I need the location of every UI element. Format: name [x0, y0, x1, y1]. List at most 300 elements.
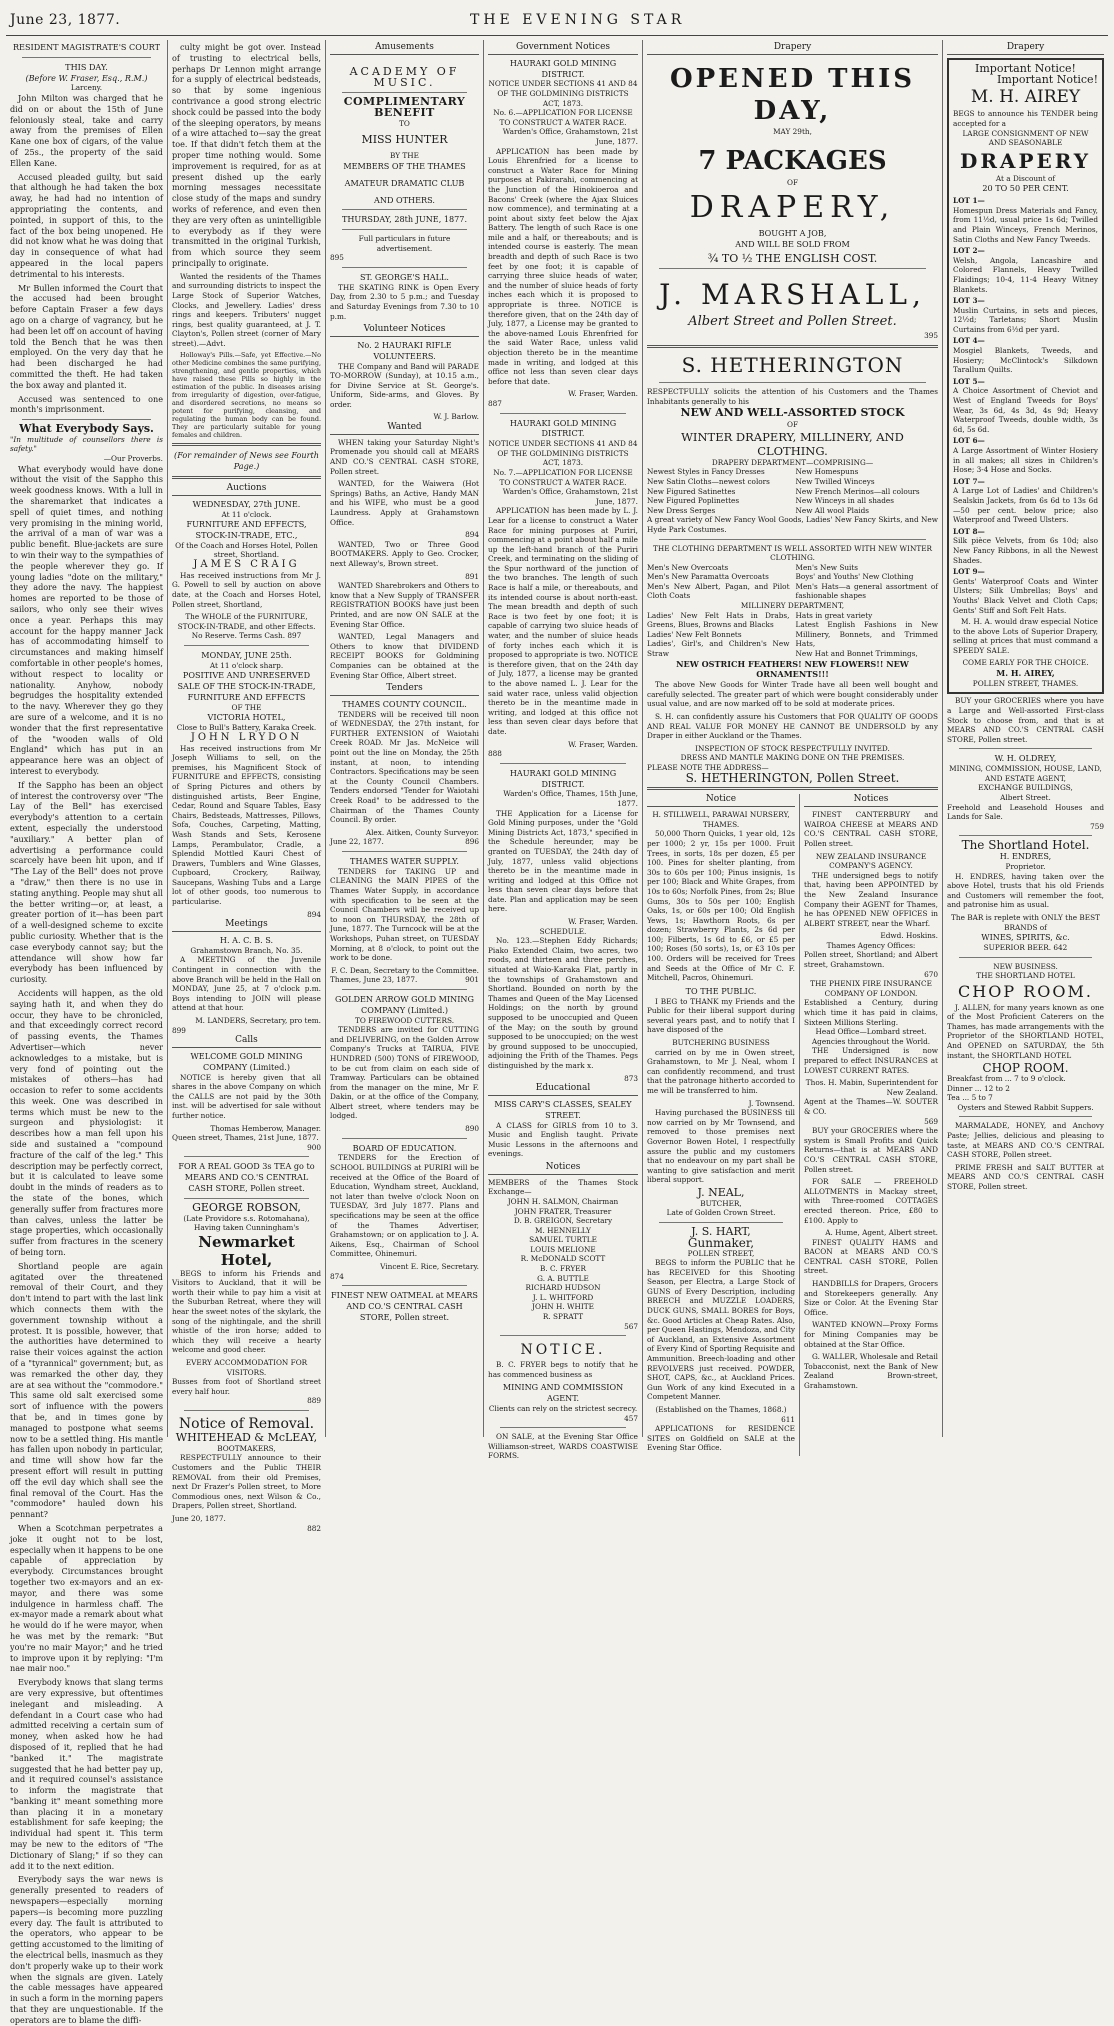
bought-line: BOUGHT A JOB,	[758, 227, 827, 238]
column-auctions	[168, 40, 325, 1533]
article-paragraph: Accidents will happen, as the old saying hath it, and when they do occur, they have to be chronicled, and that exceedingly correct record of passing events, the Thames Advertiser—which never acknowledges to a mistake, but is very fond of pointing out the mistakes of others—has had occasion to refer to some accidents this week. One was described in terms which must be new to the surgeon and physiologist: it describes how a man fell upon his side and sustained a "compound fracture of the calf of the leg." This description may be perfectly correct, but it is calculated to leave some doubt in the minds of readers as to the state of the bones, which generally suffer from fractures more than calves, unless the latter be stage properties, which occasionally suffer from fractures in the scenery of being torn.	[10, 987, 163, 1258]
chop-room-title-2: CHOP ROOM.	[982, 1061, 1069, 1076]
lot-item	[953, 336, 1098, 374]
article-paragraph: What everybody would have done without the visit of the Sappho this week goodness knows. With a lull in the sharemarket that indicates a spell of quiet times, and nothing very promising in the mining world, the arrival of a man of war was a public benefit. Blue-jackets are sure to win their way to the sympathies of the people wherever they go. If young ladies "dote on the military," they adore the navy. The happiest homes are reported to be those of sailors, who only see their wives once a year. Perhaps this may account for the happy manner Jack has of accommodating himself to circumstances and making himself comfortable in other people's homes, without respect to locality or nationality. Anyhow, nobody begrudges the hospitality extended to the navy. Wherever they go they are sure of a welcome, and it is no wonder that the first representative of the "wooden walls of Old England" which has put in an appearance here was an object of interest to everybody.	[10, 463, 163, 776]
date-text: Thames, June 23, 1877.	[330, 975, 418, 985]
divider	[172, 443, 321, 446]
robson-late: (Late Providore s.s. Rotomahana),	[183, 1213, 310, 1223]
member-name: RICHARD HUDSON	[525, 1283, 601, 1293]
divider	[659, 1222, 783, 1223]
advertisement: Wanted the residents of the Thames and surrounding districts to inspect the Large Stock of Superior Watches, Clocks, and Jewellery. Ladies' dress rings and keepers. Tributers' nugget rings, best quality guaranteed, at J. T. Clayton's, Pollen street (corner of Mary street).—Advt.	[172, 271, 321, 348]
member-name: D. B. GREIGON, Secretary	[513, 1216, 613, 1226]
divider	[342, 229, 467, 230]
hetherington-intro: RESPECTFULLY solicits the attention of his Customers and the Thames Inhabitants generally to his	[647, 386, 938, 406]
lot-item	[953, 377, 1098, 435]
column-amusements	[326, 40, 483, 1437]
motto-source: —Our Proverbs.	[103, 454, 163, 464]
hart-trade: Gunmaker,	[687, 1235, 755, 1250]
hotel-accommodation: EVERY ACCOMMODATION FOR VISITORS.	[185, 1358, 308, 1377]
nzi-title: NEW ZEALAND INSURANCE COMPANY'S AGENCY.	[815, 851, 927, 871]
divider	[959, 748, 1092, 749]
tea-ad: FOR A REAL GOOD 3s TEA go to MEARS AND CO.'S CENTRAL CASH STORE, Pollen street.	[178, 1161, 315, 1193]
marshall-name: J. MARSHALL,	[659, 278, 926, 312]
hams-ad: FINEST QUALITY HAMS and BACON at MEARS AND CO.'S CENTRAL CASH STORE, Pollen street.	[804, 1237, 938, 1276]
tender-title: BOARD OF EDUCATION.	[352, 1142, 457, 1153]
lot-item	[953, 527, 1098, 565]
section-heading: Amusements	[330, 42, 479, 55]
millinery-list	[647, 611, 938, 659]
come-early: COME EARLY FOR THE CHOICE.	[962, 658, 1089, 668]
divider	[659, 539, 926, 540]
public-body: I BEG to THANK my Friends and the Public for their liberal support during several years past, and to notify that I have disposed of the	[647, 996, 795, 1035]
marshall-address: Albert Street and Pollen Street.	[688, 314, 897, 330]
auction-body: The WHOLE of the FURNITURE, STOCK-IN-TRADE, and other Effects.	[177, 612, 316, 631]
clothing-dept: THE CLOTHING DEPARTMENT IS WELL ASSORTED WITH NEW WINTER CLOTHING.	[652, 543, 933, 563]
notice-title: HAURAKI GOLD MINING DISTRICT.	[509, 767, 617, 789]
auction-time: At 11 o'clock sharp.	[209, 660, 284, 670]
schedule-title: SCHEDULE.	[539, 926, 587, 936]
wanted-ad: WHEN taking your Saturday Night's Promenade you should call at MEARS AND CO.'S CENTRAL CASH STORE, Pollen street.	[330, 437, 479, 476]
list-item: New Satin Cloths—newest colors	[647, 476, 770, 486]
member-name: J. L. WHITFORD	[532, 1292, 594, 1302]
lot-heading: LOT 1—	[953, 196, 985, 206]
member-name: G. A. BUTTLE	[537, 1273, 589, 1283]
wanted-ad: WANTED, for the Waiwera (Hot Springs) Baths, an Active, Handy MAN and his WIFE, who must be a good Laundress. Apply at Grahamstown Office.	[330, 479, 479, 527]
lot-heading: LOT 9—	[953, 567, 985, 577]
please-line: PLEASE NOTE THE ADDRESS—	[647, 762, 769, 772]
removal-date: June 20, 1877.	[172, 1513, 226, 1523]
member-name: JOHN FRATER, Treasurer	[514, 1206, 612, 1216]
marmalade-ad: MARMALADE, HONEY, and Anchovy Paste; Jellies, delicious and pleasing to taste, at MEARS AND CO.'S CENTRAL CASH STORE, Pollen street.	[947, 1121, 1104, 1160]
sub-column-left	[647, 794, 800, 1456]
ad-number: 457	[624, 1413, 638, 1423]
volunteer-sign: W. J. Barlow.	[433, 412, 479, 422]
stillwell-body: 50,000 Thorn Quicks, 1 year old, 12s per 1000; 2 yr, 15s per 1000. Fruit Trees, in sorts, 18s per dozen, £5 per 100. Pines for shelter planting, from 30s to 60s per 100; Pinus insignis, 1s per 100; Black and White Grapes, from 10s to 60s; Norfolk Pines, from 2s; Blue Gums, 30s to 50s per 100; English Oaks, 1s, or 60s per 100; Old English Yews, 1s; Hawthorn Roots, 6s per dozen; Strawberry Plants, 2s 6d per 100; Filberts, 1s 6d to £6, or £5 per 100; Roses (50 sorts), 1s, or £3 10s per 100. Orders will be received for Trees and Seeds at the Office of Mr C. F. Mitchell, Pacros, Ohinemuri.	[647, 829, 795, 983]
removal-firm: WHITEHEAD & McLEAY,	[175, 1431, 318, 1445]
member-name: R. SPRATT	[542, 1312, 584, 1322]
ad-number: 395	[924, 331, 938, 341]
hart-body: BEGS to inform the PUBLIC that he has RECEIVED for this Shooting Season, per Electra, a Large Stock of GUNS of Every Description, including BREECH and MUZZLE LOADERS, DUCK GUNS, SMALL BORES for Boys, &c. Good Articles at Cheap Rates. Also, per Queen Hastings, Mendoza, and City of Auckland, an Extensive Assortment of Every Kind of Sporting Requisite and Ammunition. Breech-loading and other REVOLVERS just received. POWDER, SHOT, CAPS, &c., at Auckland Prices. Gun Work of any kind Executed in a Competent Manner.	[647, 1258, 796, 1402]
shortland-wines: WINES, SPIRITS, &c.	[981, 932, 1070, 943]
notice-office: Warden's Office, Grahamstown, 21st June, 1877.	[502, 127, 638, 146]
divider	[184, 1156, 309, 1157]
ad-number: 899	[172, 1025, 186, 1035]
neal-trade: BUTCHER,	[700, 1198, 742, 1208]
nzi-address: Pollen street, Shortland; and Albert street, Grahamstown.	[804, 950, 938, 970]
ad-number: 891	[465, 571, 479, 581]
column-drapery	[643, 40, 942, 1453]
section-heading: Meetings	[172, 919, 321, 932]
list-item: New Homespuns	[795, 467, 859, 477]
notice-office: Warden's Office, Thames, 15th June, 1877.	[503, 789, 638, 808]
groceries-ad: BUY your GROCERIES where the system is Small Profits and Quick Returns—that is at MEARS AND CO.'S CENTRAL CASH STORE, Pollen street.	[804, 1126, 938, 1174]
airey-begs: BEGS to announce his TENDER being accepted for a	[953, 109, 1098, 128]
divider	[647, 345, 938, 348]
auction-date: MONDAY, JUNE 25th.	[201, 650, 292, 660]
schedule-item: No. 123.—Stephen Eddy Richards; Piako Extended Claim, two acres, two roods, and thirteen and three perches, situated at Waio-Karaka Flat, partly in the townships of Grahamstown and Shortland. Bounded on north by the Thames and Queen of the May Licensed Holdings; on the north by ground supposed to be unoccupied and Queen of the May; on the south by ground supposed to be unoccupied; on the west by ground supposed to be unoccupied, adjoining the Frith of the Thames. Pegs distinguished by the mark x.	[488, 936, 638, 1070]
hotel-name: Newmarket Hotel,	[198, 1232, 295, 1269]
groceries-ad: BUY your GROCERIES where you have a Large and Well-assorted First-class Stock to choose from, and that is at MEARS AND CO.'S CENTRAL CASH STORE, Pollen street.	[947, 696, 1104, 744]
section-heading: Tenders	[330, 683, 479, 696]
hotel-body: BEGS to inform his Friends and Visitors to Auckland, that it will be worth their while to pay him a visit at the Suburban Retreat, where they will hear the sweet notes of the skylark, the song of the nightingale, and the shrill whistle of the iron horse; added to which they will receive a hearty welcome and good cheer.	[172, 1268, 321, 1355]
removal-title: Notice of Removal.	[178, 1416, 315, 1433]
bottom-split	[647, 794, 938, 1456]
list-item: New All wool Plaids	[795, 505, 870, 515]
freehold-ad: FOR SALE — FREEHOLD ALLOTMENTS in Mackay street, with Three-roomed COTTAGES erected thereon. Price, £80 to £100. Apply to	[804, 1177, 938, 1225]
divider	[500, 1335, 626, 1336]
rink-notice: THE SKATING RINK is Open Every Day, from 2.30 to 5 p.m.; and Tuesday and Saturday Evenings from 7.30 to 10 p.m.	[330, 282, 479, 321]
ad-number: 670	[924, 969, 938, 979]
court-paragraph: Accused pleaded guilty, but said that although he had taken the box away, he had had no intention of appropriating the contents, and pointed, in support of this, to the fact of the box being unopened. He did not know what he was doing that day in consequence of what had appeared in the local papers detrimental to his interests.	[10, 171, 163, 279]
list-item: Men's New Albert, Pagan, and Pilot Cloth Coats	[647, 581, 790, 601]
terms-text: No Reserve. Terms Cash.	[191, 631, 286, 641]
airey-drapery: DRAPERY	[959, 148, 1092, 173]
divider	[184, 1410, 309, 1411]
hall-title: ST. GEORGE'S HALL.	[360, 271, 449, 282]
member-list	[488, 1197, 638, 1322]
section-heading: Drapery	[947, 42, 1104, 55]
meeting-title: H. A. C. B. S.	[219, 935, 274, 946]
list-item: New Winceys in all shades	[795, 496, 894, 506]
ad-number: 901	[465, 975, 479, 985]
court-larceny: Larceny.	[70, 83, 103, 93]
ad-number: 569	[924, 1116, 938, 1126]
list-item: Ladies', Girl's, and Children's New Straw	[647, 639, 790, 659]
hetherington-name: S. HETHERINGTON	[681, 352, 904, 377]
article-continuation: culty might be got over. Instead of trusting to electrical bells, perhaps Dr Lennon might arrange for a supply of electrical bedsteads, so that by some ingenious contrivance a good strong electric shock could be passed into the body of the sleeping operators, by means of a wire attached to—say the great toe. If that didn't fetch them at the proper time nothing would. Some improvement is required, for as at present dished up the early morning messages necessitate close study of the maps and sundry works of reference, and even then they are very often as unintelligible to everybody as if they were transmitted in the original Turkish, from which source they seem principally to originate.	[172, 42, 321, 268]
wanted-ad: WANTED, Legal Managers and Others to know that DIVIDEND RECEIPT BOOKS for Goldmining Companies can be obtained at the Evening Star Office, Albert street.	[330, 632, 479, 680]
lot-heading: LOT 8—	[953, 526, 985, 536]
neal-late: Late of Golden Crown Street.	[666, 1208, 776, 1218]
court-paragraph: Mr Bullen informed the Court that the accused had been brought before Captain Fraser a few days ago on a charge of vagrancy, but he had been let off on account of having told the Bench that he was then employed. On the very day that he had been discharged he had committed the theft. He had taken the box away and planted it.	[10, 282, 163, 390]
column-government	[484, 40, 642, 1461]
section-heading: Calls	[172, 1035, 321, 1048]
wanted-ad: WANTED Sharebrokers and Others to know that a New Supply of TRANSFER REGISTRATION BOOKS have just been Printed, and are now ON SALE at the Evening Star Office.	[330, 581, 479, 629]
auction-subtitle: Of the Coach and Horses Hotel, Pollen street, Shortland.	[175, 540, 318, 560]
airey-name-2: M. H. AIREY,	[996, 668, 1055, 679]
list-item: Ladies' New Felt Bonnets	[647, 629, 742, 639]
airey-discount: At a Discount of	[995, 173, 1056, 183]
hetherington-new: NEW AND WELL-ASSORTED STOCK	[680, 406, 905, 420]
benefit-others: AND OTHERS.	[374, 194, 435, 205]
millinery-list-right	[796, 611, 939, 659]
list-item: Hats in great variety	[795, 610, 873, 620]
important-notice: Important Notice!	[975, 61, 1076, 75]
drapery-list-right	[796, 467, 939, 515]
public-body: carried on by me in Owen street, Grahamstown, to Mr J. Neal, whom I can confidently recommend, and trust that the patronage hitherto accorded to me will be transferred to him.	[647, 1047, 795, 1095]
important-notice: Important Notice!	[997, 72, 1098, 86]
section-heading: Government Notices	[488, 42, 638, 55]
list-item: New Hat and Bonnet Trimmings,	[795, 649, 918, 659]
volunteer-body: THE Company and Band will PARADE TO-MORROW (Sunday), at 10.15 a.m., for Divine Service at St. George's. Uniform, Side-arms, and Gloves. By order.	[330, 361, 479, 409]
price-line: ¾ TO ½ THE ENGLISH COST.	[707, 251, 878, 265]
chop-room-title: CHOP ROOM.	[958, 981, 1093, 1001]
hetherington-address: S. HETHERINGTON, Pollen Street.	[685, 770, 900, 785]
lot-item	[953, 477, 1098, 525]
lot-heading: LOT 3—	[953, 296, 985, 306]
shortland-name: H. ENDRES,	[999, 851, 1052, 862]
proxy-ad: WANTED KNOWN—Proxy Forms for Mining Companies may be obtained at the Star Office.	[804, 1320, 938, 1349]
calls-body: NOTICE is hereby given that all shares in the above Company on which the CALLS are not paid by the 30th inst. will be advertised for sale without further notice.	[172, 1072, 321, 1120]
airey-large: LARGE CONSIGNMENT OF NEW AND SEASONABLE	[962, 128, 1089, 148]
lot-text: Homespun Dress Materials and Fancy, from 11½d, usual price 1s 6d; Twilled and Plain Winceys, French Merinos, Satin Cloths and New Fancy Tweeds.	[953, 205, 1098, 244]
meeting-body: A MEETING of the Juvenile Contingent in connection with the above Branch will be held in the Hall on MONDAY, June 25, at 7 o'clock p.m. Boys intending to JOIN will please attend at that hour.	[172, 955, 321, 1013]
sub-column-right	[800, 794, 938, 1456]
confidence-line: S. H. can confidently assure his Customers that FOR QUALITY OF GOODS AND REAL VALUE FOR MONEY HE CANNOT BE UNDERSOLD by any Draper in either Auckland or the Thames.	[647, 712, 938, 741]
benefit-to: TO	[399, 118, 410, 128]
list-item: Newest Styles in Fancy Dresses	[647, 467, 765, 477]
lot-list	[953, 196, 1098, 615]
stillwell-name: H. STILLWELL, PARAWAI NURSERY, THAMES.	[652, 810, 790, 829]
robson-name: GEORGE ROBSON,	[192, 1200, 301, 1214]
ad-number: 894	[465, 530, 479, 540]
divider	[500, 1427, 626, 1428]
calls-sign: Thomas Hemberow, Manager.	[210, 1123, 321, 1133]
ad-number: 882	[307, 1523, 321, 1533]
notice-title: HAURAKI GOLD MINING DISTRICT.	[509, 57, 617, 79]
millinery-list-left	[647, 611, 790, 659]
opened-date: MAY 29th,	[773, 126, 812, 136]
court-before: (Before W. Fraser, Esq., R.M.)	[25, 72, 148, 83]
waller-ad: G. WALLER, Wholesale and Retail Tobacconist, next the Bank of New Zealand Brown-street, Grahamstown.	[804, 1352, 938, 1390]
ad-number: 887	[488, 398, 502, 408]
member-name: R. McDONALD SCOTT	[520, 1254, 606, 1264]
applications-ad: APPLICATIONS for RESIDENCE SITES on Goldfield on SALE at the Evening Star Office.	[647, 1424, 795, 1453]
auction-terms	[172, 631, 321, 641]
meal-time: Tea ... 5 to 7	[947, 1093, 993, 1103]
section-heading: Notices	[804, 794, 938, 807]
drapery-list	[647, 467, 938, 515]
benefit-title: COMPLIMENTARY BENEFIT	[343, 95, 466, 120]
lot-heading: LOT 6—	[953, 436, 985, 446]
sold-line: AND WILL BE SOLD FROM	[735, 238, 850, 249]
ostrich-line: NEW OSTRICH FEATHERS! NEW FLOWERS!! NEW ORNAMENTS!!!	[676, 658, 909, 680]
column-news	[6, 40, 167, 2025]
nzi-sign: Edwd. Hoskins.	[880, 931, 938, 941]
public-body: Having purchased the BUSINESS till now carried on by Mr Townsend, and removed to those premises next Governor Bowen Hotel, I respectfully assure the public and my customers that no endeavour on my part shall be wanting to give satisfaction and merit liberal support.	[647, 1108, 795, 1185]
phenix-agencies: Agencies throughout the World.	[811, 1036, 931, 1046]
chop-body: J. ALLEN, for many years known as one of the Most Proficient Caterers on the Thames, has made arrangements with the Proprietor of the SHORTLAND HOTEL, And OPENED on SATURDAY, the 5th instant, the SHORTLAND HOTEL	[947, 1002, 1104, 1060]
meal-time: Dinner ... 12 to 2	[947, 1083, 1010, 1093]
above-goods: The above New Goods for Winter Trade have all been well bought and carefully selected. The greater part of which were bought considerably under usual value, and are now marked off to be sold at moderate prices.	[647, 680, 938, 709]
notice-sign: W. Fraser, Warden.	[568, 389, 638, 399]
member-name: M. HENNELLY	[535, 1225, 591, 1235]
wanted-ad: WANTED, Two or Three Good BOOTMAKERS. Apply to Geo. Crocker, next Alleway's, Brown street.	[330, 539, 479, 568]
hotel-bus: Busses from foot of Shortland street every half hour.	[172, 1377, 321, 1396]
auction-body: Has received instructions from Mr Joseph Williams to sell, on the premises, his Magnificent Stock of FURNITURE and EFFECTS, consisting of Spring Pictures and others by distinguished artists, Beer Engine, Cedar, Round and Square Tables, Easy Chairs, Bedsteads, Mattresses, Pillows, Sofa, Couches, Carpeting, Matting, Wash Stands and Sets, Kerosene Lamps, Perambulator, Cradle, a Splendid Mottled Kauri Chest of Drawers, Tumblers and Wine Glasses, Cupboard, Crockery, Railway, Saucepans, Washing Tubs and a Large lot of other goods, too numerous to particularise.	[172, 743, 321, 907]
divider	[342, 989, 467, 990]
member-name: SAMUEL TURTLE	[529, 1235, 597, 1245]
oatmeal-ad: FINEST NEW OATMEAL at MEARS AND CO.'S CENTRAL CASH STORE, Pollen street.	[331, 1290, 478, 1322]
airey-ad	[947, 58, 1104, 695]
ad-number: 896	[465, 837, 479, 847]
freehold-sign: A. Hume, Agent, Albert street.	[825, 1228, 938, 1238]
divider	[342, 1285, 467, 1286]
notice-body: APPLICATION has been made by L. J. Lear for a license to construct a Water Race for mining purposes at Puriri, commencing at a point about half a mile up the left-hand branch of the Puriri Creek, and terminating on the sliding of the Spur northward of the junction of the two branches. The length of such Race is half a mile, or thereabouts, and its intended course is about north-east. The mean breadth and depth of such Race is two feet by one foot; it is capable of carrying two sluice heads of water, and the number of sluice heads of forty inches each which it is proposed to appropriate is two. NOTICE is therefore given, that on the 24th day of July, 1877, a license may be granted to the above named L. J. Lear for the said water race, unless valid objection thereto be in the meantime made in writing, and lodged at this office not less than seven clear days before that date.	[488, 506, 638, 736]
article-paragraph: If the Sappho has been an object of interest the controversy over "The Lay of the Bell" has exercised everybody's attention to a certain extent, especially the understood "auxiliary." A better plan of advertising a performance could scarcely have been hit upon, and if "The Lay of the Bell" does not prove a "draw," then there is no use in stating anything. People may shut all the better writing—or, at least, a greater portion of it—has been part of a well-designed scheme to excite public curiosity. Whether that is the case everybody cannot say; but the attendance will show how far everybody has been influenced by curiosity.	[10, 779, 163, 985]
divider	[342, 209, 467, 210]
section-heading: Volunteer Notices	[330, 324, 479, 337]
article-paragraph: Everybody says the war news is generally presented to readers of newspapers—especially morning papers—is becoming more puzzling every day. The fault is attributed to the operators, who appear to be getting accustomed to the limiting of the electrical bells, inasmuch as they don't properly wake up to their work when the signals are given. Lately the cable messages have appeared in such a form in the morning papers that they are unquestionable. If the operators are to blame the diffi-	[10, 1874, 163, 2025]
nzi-agency: Thames Agency Offices:	[826, 940, 916, 950]
meeting-sign: M. LANDERS, Secretary, pro tem.	[195, 1016, 321, 1025]
divider	[647, 787, 938, 790]
list-item: Men's New Suits	[795, 562, 859, 572]
ad-number: 897	[287, 631, 302, 641]
drapery-dept: DRAPERY DEPARTMENT—COMPRISING—	[711, 457, 874, 467]
inspection-line: INSPECTION OF STOCK RESPECTFULLY INVITED.	[695, 743, 890, 753]
oldrey-name: W. H. OLDREY,	[994, 753, 1057, 764]
shortland-bar: The BAR is replete with ONLY the BEST BRANDS of	[951, 912, 1100, 932]
ad-number: 873	[624, 1073, 638, 1083]
notice-sign: W. Fraser, Warden.	[568, 739, 638, 749]
notice-body: THE Application for a License for Gold Mining purposes, under the "Gold Mining Districts Act, 1873," specified in the Schedule hereunder, may be granted on TUESDAY, the 24th day of July, 1877, unless valid objections thereto be in the meantime made in writing and lodged at this Office not less than seven clear days before that date. Plan and application may be seen here.	[488, 808, 638, 914]
shortland-body: H. ENDRES, having taken over the above Hotel, trusts that his old Friends and Customers will remember the foot, and patronise him as usual.	[947, 871, 1104, 910]
clothing-list-left	[647, 563, 790, 601]
lot-item	[953, 567, 1098, 615]
divider	[959, 957, 1092, 958]
list-item: New Dress Serges	[647, 505, 716, 515]
member-name: B. C. FRYER	[540, 1264, 586, 1274]
page-date: June 23, 1877.	[10, 12, 121, 28]
meal-time: Breakfast from ... 7 to 9 o'clock.	[947, 1074, 1066, 1084]
lot-text: Gents' Waterproof Coats and Winter Ulsters; Silk Umbrellas; Boys' and Youths' Black Velvet and Cloth Caps; Gents' Stiff and Soft Felt Hats.	[953, 576, 1098, 615]
benefit-club: AMATEUR DRAMATIC CLUB	[344, 177, 465, 188]
notice-office: Warden's Office, Grahamstown, 21st June, 1877.	[502, 487, 638, 506]
drapery-list-left	[647, 467, 790, 515]
phenix-sign: Thos. H. Mabin, Superintendent for New Zealand.	[805, 1078, 938, 1097]
date-text: June 22, 1877.	[330, 837, 384, 847]
millinery-dept: MILLINERY DEPARTMENT,	[740, 601, 845, 611]
auction-date: WEDNESDAY, 27th JUNE.	[192, 498, 301, 509]
removal-body: RESPECTFULLY announce to their Customers and the Public THEIR REMOVAL from their old Premises, next Dr Frazer's Pollen street, to More Commodious ones, next Wilson & Co., Drapers, Pollen street, Shortland.	[172, 1453, 321, 1511]
divider	[659, 268, 926, 269]
lot-item	[953, 196, 1098, 244]
ad-number: 567	[624, 1321, 638, 1331]
list-item: Ladies' New Felt Hats in Drabs, Greens, Blues, Browns and Blacks	[647, 610, 790, 630]
notice-number: No. 6.—APPLICATION FOR LICENSE TO CONSTRUCT A WATER RACE.	[493, 108, 633, 127]
fryer-rely: Clients can rely on the strictest secrecy.	[488, 1404, 638, 1414]
divider	[22, 419, 151, 420]
motto: "In multitude of counsellors there is safety."	[10, 434, 163, 454]
masthead-rule	[6, 35, 1108, 36]
list-item: Men's Hats—a general assortment of fashionable shapes	[795, 581, 938, 601]
member-name: JOHN H. WHITE	[532, 1302, 594, 1312]
drapery-title: DRAPERY,	[689, 189, 896, 225]
volunteer-title: No. 2 HAURAKI RIFLE VOLUNTEERS.	[357, 339, 452, 361]
benefit-name: MISS HUNTER	[361, 132, 448, 146]
list-item: New Twilled Winceys	[795, 476, 875, 486]
divider	[342, 267, 467, 268]
newspaper-title: THE EVENING STAR	[470, 12, 686, 28]
airey-note: M. H. A. would draw especial Notice to the above Lots of Superior Drapery, selling at prices that must command a SPEEDY SALE.	[953, 617, 1098, 655]
packages-title: 7 PACKAGES	[698, 146, 887, 177]
notice-title: HAURAKI GOLD MINING DISTRICT.	[509, 417, 617, 439]
new-business: NEW BUSINESS.	[993, 961, 1058, 971]
public-sign: J. Townsend.	[748, 1098, 795, 1108]
article-paragraph: When a Scotchman perpetrates a joke it ought not to be lost, especially when it happens to be one capable of appreciation by everybody. Circumstances brought together two ex-mayors and an ex-mayor, and there was some indulgence in harmless chaff. The ex-mayor made a remark about what he would do if he were mayor, when he was met by the remark: "But you're no mair Mayor;" and he tried to improve upon it by replying: "I'm nae mair noo."	[10, 1522, 163, 1674]
notice-number: No. 7.—APPLICATION FOR LICENSE TO CONSTRUCT A WATER RACE.	[493, 467, 633, 487]
phenix-title: THE PHENIX FIRE INSURANCE COMPANY OF LONDON.	[810, 979, 932, 998]
phenix-est: Established a Century, during which time it has paid in claims, Sixteen Millions Sterling.	[804, 998, 938, 1027]
ad-number: 895	[330, 253, 344, 263]
ad-number: 888	[488, 749, 502, 759]
calls-title: WELCOME GOLD MINING COMPANY (Limited.)	[190, 1050, 303, 1072]
tender-subtitle: TO FIREWOOD CUTTERS.	[354, 1015, 455, 1025]
notice-sign: W. Fraser, Warden.	[568, 917, 638, 927]
public-business: BUTCHERING BUSINESS	[672, 1038, 770, 1048]
tender-body: TENDERS for the Erection of SCHOOL BUILDINGS at PURIRI will be received at the Office of the Board of Education, Wyndham street, Auckland, not later than twelve o'clock Noon on TUESDAY, 3rd July 1877. Plans and specifications may be seen at the office of the Thames Advertiser, Grahamstown; or on application to J. A. Aikens, Esq., Chairman of School Committee, Ohinemuri.	[330, 1153, 479, 1259]
forms-ad: ON SALE, at the Evening Star Office Williamson-street, WARDS COASTWISE FORMS.	[488, 1432, 638, 1461]
robson-taken: Having taken Cunningham's	[193, 1223, 299, 1233]
divider	[184, 1198, 309, 1199]
meeting-branch: Grahamstown Branch, No. 35.	[190, 945, 303, 955]
lot-text: A Large Lot of Ladies' and Children's Sealskin Jackets, from 6s 6d to 13s 6d—50 per cent. below price; also Waterproof and Tweed Ulsters.	[953, 486, 1098, 525]
column-heading: What Everybody Says.	[19, 422, 154, 436]
lot-text: Mosgiel Blankets, Tweeds, and Hosiery; McClintock's Silkdown Tarallum Quilts.	[953, 346, 1098, 375]
ad-number: 889	[307, 1396, 321, 1406]
hetherington-of: OF	[786, 420, 799, 430]
ad-number: 611	[781, 1414, 795, 1424]
butter-ad: PRIME FRESH and SALT BUTTER at MEARS AND CO.'S CENTRAL CASH STORE, Pollen street.	[947, 1162, 1104, 1191]
list-item: New French Merinos—all colours	[795, 486, 920, 496]
divider	[22, 57, 151, 58]
auction-place: VICTORIA HOTEL,	[207, 712, 286, 723]
hart-est: (Established on the Thames, 1868.)	[655, 1405, 787, 1414]
divider	[500, 763, 626, 764]
shortland-beer	[947, 943, 1104, 953]
auction-body: Has received instructions from Mr J. G. Powell to sell by auction on above date, at the Coach and Horses Hotel, Pollen street, Shortland,	[172, 570, 321, 609]
ad-number: 890	[465, 1124, 479, 1134]
benefit-members: MEMBERS OF THE THAMES	[343, 160, 466, 171]
shortland-title: The Shortland Hotel.	[961, 838, 1090, 853]
divider	[342, 851, 467, 852]
ad-number: 900	[307, 1142, 321, 1152]
tender-body: TENDERS will be received till noon of WEDNESDAY, the 27th instant, for FURTHER EXTENSION of Waiotahi Creek ROAD. Mr Jas. McNeice will point out the line on Monday, the 25th instant, at noon, to intending Contractors. Specifications may be seen at the County Council Chambers. Tenders endorsed "Tender for Waiotahi Creek Road" to be addressed to the Chairman of the Thames County Council. By order.	[330, 709, 479, 825]
exchange-intro: MEMBERS of the Thames Stock Exchange—	[488, 1177, 638, 1197]
fryer-trade: MINING AND COMMISSION AGENT.	[502, 1382, 624, 1404]
divider	[184, 645, 309, 646]
list-item: Men's New Paramatta Overcoats	[647, 572, 769, 582]
airey-street: POLLEN STREET, THAMES.	[972, 678, 1079, 688]
tender-sign: Vincent E. Rice, Secretary.	[380, 1261, 479, 1271]
divider	[500, 413, 626, 414]
class-body: A CLASS for GIRLS from 10 to 3. Music and English taught. Private Music Lessons in the afternoons and evenings.	[488, 1120, 638, 1159]
court-title: RESIDENT MAGISTRATE'S COURT	[12, 42, 161, 52]
auctioneer-name: JOHN LRYDON	[190, 731, 303, 743]
notice-body: APPLICATION has been made by Louis Ehrenfried for a license to construct a Water Race for Mining purposes at Pakirarahi, commencing at the Junction of the Hinokioeroa and Bacons' Creek (where the Ajax Sluices now commence), and terminating at a point about sixty feet below the Ajax Battery. The length of such Race is one mile and a half, or thereabouts; and is intended course is easterly. The mean breadth and depth of such Race is two feet by one foot; it is capable of carrying three sluice heads of water, and the number of sluice heads of forty inches each which it is proposed to appropriate is three. NOTICE is therefore given, that on the 24th day of July, 1877, a License may be granted to the above-named Louis Ehrenfried for the said Water Race, unless valid objection thereto be in the meantime made in writing, and lodged at this office not less than seven clear days before that date.	[488, 146, 638, 386]
nzi-body: THE undersigned begs to notify that, having been APPOINTED by the New Zealand Insurance Company their AGENT for Thames, he has OPENED NEW OFFICES in ALBERT STREET, near the Wharf.	[804, 870, 938, 928]
section-heading: Auctions	[172, 483, 321, 496]
member-name: JOHN H. SALMON, Chairman	[507, 1196, 619, 1206]
notice-heading: NOTICE.	[520, 1342, 606, 1359]
court-day: THIS DAY.	[65, 61, 108, 72]
lot-heading: LOT 7—	[953, 476, 985, 486]
divider	[959, 1116, 1092, 1117]
article-paragraph: Everybody knows that slang terms are very expressive, but oftentimes inelegant and misleading. A defendant in a Court case who had admitted receiving a certain sum of money, when asked how he had disposed of it, replied that he had "banked it." The magistrate suggested that he had better pay up, and it required counsel's assistance to inform the magistrate that "banking it" meant something more than placing it in a monetary establishment for safe keeping; the individual had spent it. This term may be new to the editors of "The Dictionary of Slang;" if so they can add it to the next edition.	[10, 1677, 163, 1871]
packages-of: OF	[786, 178, 799, 188]
tender-body: TENDERS for TAKING UP and CLEANING the MAIN PIPES of the Thames Water Supply, in accordance with specification to be seen at the Council Chambers will be received up to noon on THURSDAY, the 28th of June, 1877. The Turncock will be at the Workshops, Puhan street, on TUESDAY Morning, at 8 o'clock, to point out the work to be done.	[330, 866, 479, 963]
lot-text: A Large Assortment of Winter Hosiery in all makes; all sizes in Children's Hose; 3-4 Hose and Socks.	[953, 446, 1098, 475]
list-item: New Figured Satinettes	[647, 486, 736, 496]
auction-of: OF THE	[231, 702, 262, 712]
notice-act: NOTICE UNDER SECTIONS 41 AND 84 OF THE GOLDMINING DISTRICTS ACT, 1873.	[488, 439, 638, 468]
shortland-prop: Proprietor.	[1005, 861, 1046, 871]
tender-date	[330, 975, 479, 985]
class-title: MISS CARY'S CLASSES, SEALEY STREET.	[494, 1098, 632, 1120]
auction-close: Close to Bull's Battery, Karaka Creek.	[176, 723, 317, 733]
cheese-ad: FINEST CANTERBURY and WAIROA CHEESE at MEARS AND CO.'S CENTRAL CASH STORE, Pollen street.	[804, 810, 938, 848]
